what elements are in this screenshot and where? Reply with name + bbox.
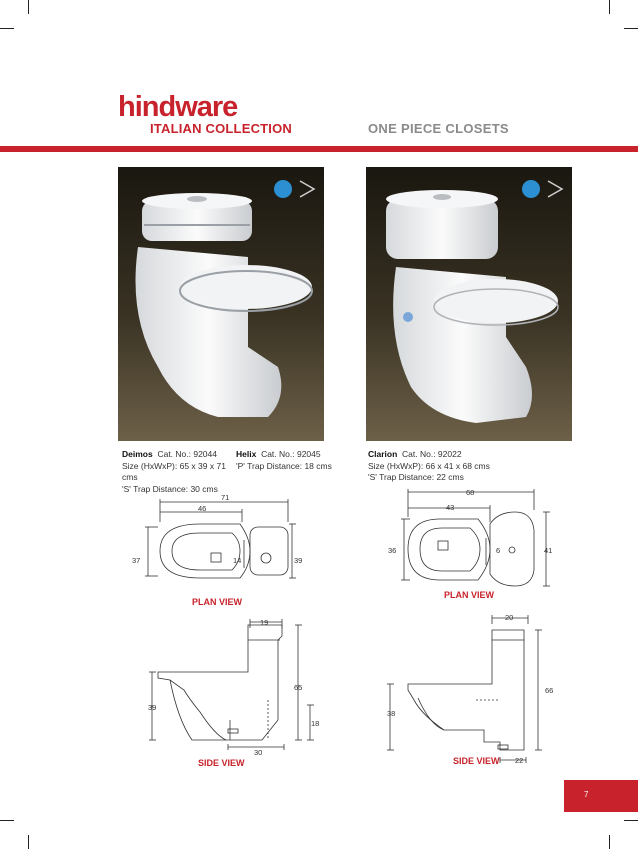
page-number-box <box>564 780 638 812</box>
trap-spec: 'S' Trap Distance: 22 cms <box>368 472 464 482</box>
dimension-label: 38 <box>387 709 396 718</box>
trap-spec: 'S' Trap Distance: 30 cms <box>122 483 218 494</box>
dimension-label: 14 <box>233 556 242 565</box>
size-spec: Size (HxWxP): 65 x 39 x 71 cms <box>122 460 226 482</box>
catalog-number: Cat. No.: 92045 <box>261 449 321 459</box>
brand-logo: hindware <box>118 91 238 123</box>
dimension-label: 20 <box>505 613 514 622</box>
dimension-label: 66 <box>545 686 554 695</box>
product-name: Clarion <box>368 449 398 459</box>
size-spec: Size (HxWxP): 66 x 41 x 68 cms <box>368 460 490 471</box>
trap-spec: 'P' Trap Distance: 18 cms <box>236 460 332 471</box>
dimension-label: 22 <box>515 756 524 765</box>
plan-view-caption: PLAN VIEW <box>444 590 495 600</box>
product-name: Helix <box>236 449 257 459</box>
page-number: 7 <box>584 790 589 799</box>
dimension-label: 41 <box>544 546 553 555</box>
section-title: ONE PIECE CLOSETS <box>368 121 509 136</box>
side-view-caption: SIDE VIEW <box>198 758 245 768</box>
catalog-number: Cat. No.: 92022 <box>402 449 462 459</box>
dimension-label: 39 <box>294 556 303 565</box>
plan-view-caption: PLAN VIEW <box>192 597 243 607</box>
dimension-label: 18 <box>311 719 320 728</box>
dimension-label: 30 <box>254 748 263 757</box>
catalog-number: Cat. No.: 92044 <box>157 449 217 459</box>
dimension-label: 68 <box>466 488 475 497</box>
side-view-caption: SIDE VIEW <box>453 756 500 766</box>
dimension-label: 46 <box>198 504 207 513</box>
dimension-label: 19 <box>260 618 269 627</box>
dimension-label: 36 <box>388 546 397 555</box>
product-name: Deimos <box>122 449 153 459</box>
dimension-label: 37 <box>132 556 141 565</box>
dimension-label: 6 <box>496 546 501 555</box>
dimension-label: 65 <box>294 683 303 692</box>
dimension-label: 39 <box>148 703 157 712</box>
dimension-label: 71 <box>221 493 230 502</box>
dimension-label: 43 <box>446 503 455 512</box>
collection-title: ITALIAN COLLECTION <box>150 121 293 136</box>
